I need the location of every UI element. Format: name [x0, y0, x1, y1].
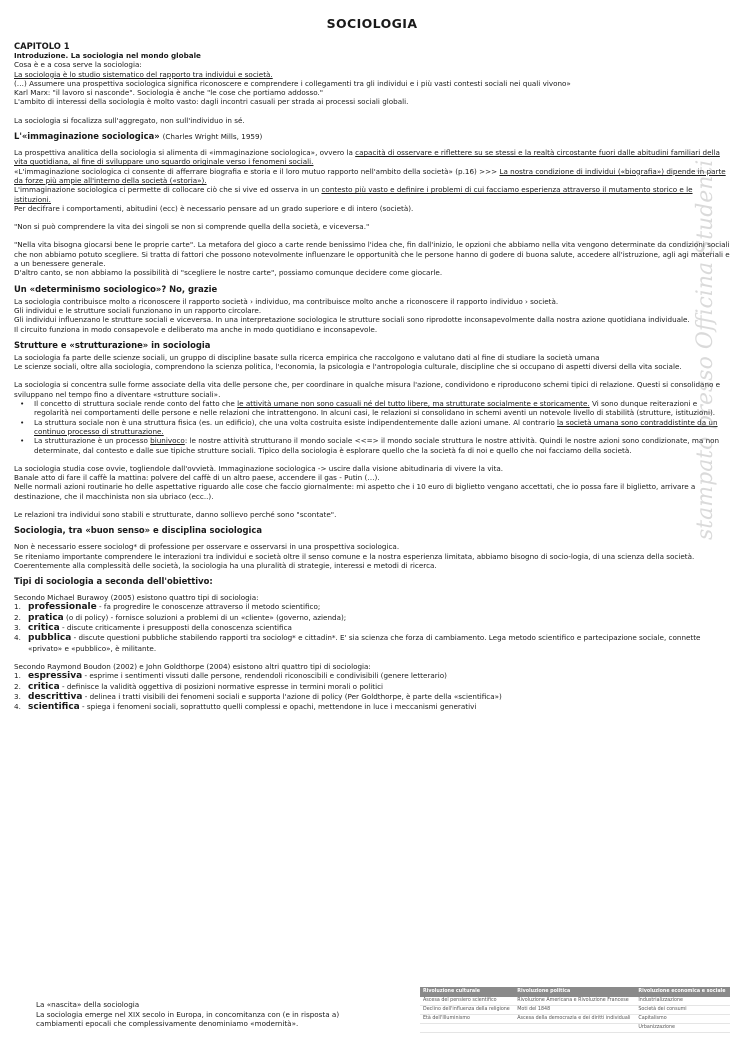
paragraph: Per decifrare i comportamenti, abitudini (ecc) è necessario pensare ad un grado superiore e di intero (società). — [14, 203, 414, 213]
list-desc: - definisce la validità oggettiva di posizioni normative espresse in termini morali o politici — [59, 681, 384, 691]
list-desc: - esprime i sentimenti vissuti dalle persone, rendendoli riconoscibili e condivisibili (genere letterario) — [82, 671, 447, 681]
paragraph: Il circuito funziona in modo consapevole e deliberato ma anche in modo quotidiano e inconsapevole. — [14, 324, 378, 334]
chapter-paragraph: La sociologia si focalizza sull'aggregato, non sull'individuo in sé. — [14, 115, 245, 125]
list-number: 1. — [14, 671, 21, 681]
paragraph: Banale atto di fare il caffè la mattina: polvere del caffè di un altro paese, accendere il gas - Putin (…). — [14, 473, 380, 483]
list-number: 3. — [14, 691, 21, 701]
paragraph: L'immaginazione sociologica ci permette di collocare ciò che si vive ed osserva in un contesto più vasto e definire i problemi di cui facciamo esperienza attraverso il mutamento storico e le istituzioni. — [14, 185, 693, 204]
table-cell: Ascesa della democrazia e dei diritti individuali — [514, 1015, 635, 1024]
boudon-list — [14, 671, 730, 712]
section-heading-determinismo: Un «determinismo sociologico»? No, grazie — [14, 283, 218, 294]
bullet-list — [14, 399, 730, 455]
document-title: SOCIOLOGIA — [326, 16, 418, 31]
list-body — [28, 613, 346, 623]
list-term: professionale — [28, 602, 97, 613]
paragraph: «L'immaginazione sociologica ci consente di afferrare biografia e storia e il loro mutuo rapporto nell'ambito della società» (p.16) >>> La nostra condizione di individui («biografia») dipende in parte da forze più ampie all'interno della società («storia»). — [14, 166, 726, 185]
paragraph: Le relazioni tra individui sono stabili e strutturate, danno sollievo perché sono "scontate". — [14, 509, 337, 519]
paragraph: La sociologia studia cose ovvie, togliendole dall'ovvietà. Immaginazione sociologica -> uscire dalla visione abitudinaria di vivere la vita. — [14, 463, 504, 473]
table-cell: Ascesa del pensiero scientifico — [420, 997, 514, 1006]
paragraph: Coerentemente alla complessità delle società, la sociologia ha una pluralità di strategie, interessi e metodi di ricerca. — [14, 560, 437, 570]
paragraph: Se riteniamo importante comprendere le interazioni tra individui e società oltre il senso comune e la nostra esperienza limitata, abbiamo bisogno di socio-logia, di una scienza della società. — [14, 551, 695, 561]
list-desc: - discute criticamente i presupposti della conoscenza scientifica — [59, 623, 292, 633]
table-header-cell: Rivoluzione politica — [514, 987, 635, 997]
table-cell — [514, 1024, 635, 1033]
list-body — [28, 671, 447, 681]
table-row — [420, 1024, 730, 1033]
chapter-subtitle: Introduzione. La sociologia nel mondo globale — [14, 51, 201, 60]
list-item — [14, 692, 730, 702]
document-page — [14, 16, 730, 712]
list-number: 2. — [14, 681, 21, 691]
list-item — [14, 623, 730, 633]
list-term: critica — [28, 681, 60, 692]
list-term: espressiva — [28, 671, 83, 682]
list-term: descrittiva — [28, 691, 83, 702]
paragraph: Non è necessario essere sociolog* di professione per osservare e osservarsi in una prospettiva sociologica. — [14, 542, 400, 552]
nascita-text: La sociologia emerge nel XIX secolo in Europa, in concomitanza con (e in risposta a) cambiamenti epocali che complessivamente denominiamo «modernità». — [36, 1009, 340, 1028]
paragraph: Secondo Michael Burawoy (2005) esistono quattro tipi di sociologia: — [14, 593, 259, 603]
paragraph: La sociologia si concentra sulle forme associate della vita delle persone che, per coordinare in qualche misura l'azione, condividono e riproducono schemi tipici di relazione. Questi si consolidano e sviluppano nel tempo fino a diventare «strutture sociali». — [14, 380, 721, 399]
section-heading-tipi: Tipi di sociologia a seconda dell'obiettivo: — [14, 576, 213, 587]
paragraph: La sociologia fa parte delle scienze sociali, un gruppo di discipline basate sulla ricerca empirica che raccolgono e valutano dati al fine di studiare la società umana — [14, 352, 600, 362]
list-number: 4. — [14, 702, 21, 712]
table-cell: Capitalismo — [635, 1015, 730, 1024]
list-term: pubblica — [28, 633, 72, 644]
list-item — [14, 671, 730, 681]
paragraph: Nelle normali azioni routinarie ho delle aspettative riguardo alle cose che faccio giornalmente: mi aspetto che i 10 euro di biglietto vengano accettati, che io possa fare il biglietto, arrivare a destinazione, che il macchinista non sia ubriaco (ecc..). — [14, 482, 696, 501]
chapter-definition: La sociologia è lo studio sistematico del rapporto tra individui e società. — [14, 69, 273, 79]
nascita-title: La «nascita» della sociologia — [36, 1000, 140, 1009]
section-heading-buonsenso: Sociologia, tra «buon senso» e disciplina sociologica — [14, 525, 262, 536]
list-item — [14, 702, 730, 712]
burawoy-list — [14, 602, 730, 652]
list-desc: - discute questioni pubbliche stabilendo rapporti tra sociolog* e cittadin*. E' sia scienza che forza di cambiamento. Lega metodo scientifico e partecipazione sociale, connette «privato» e «pubblico», è militante. — [28, 633, 701, 653]
quote: "Non si può comprendere la vita dei singoli se non si comprende quella della società, e viceversa." — [14, 222, 370, 232]
table-cell: Moti del 1848 — [514, 1006, 635, 1015]
list-desc: - spiega i fenomeni sociali, soprattutto quelli complessi e opachi, mettendone in luce i meccanismi generativi — [79, 702, 477, 712]
list-desc: (o di policy) - fornisce soluzioni a problemi di un «cliente» (governo, azienda); — [63, 612, 347, 622]
table-cell: Età dell'Illuminismo — [420, 1015, 514, 1024]
list-term: scientifica — [28, 702, 80, 713]
list-body — [28, 633, 730, 653]
list-item: • La struttura sociale non è una struttura fisica (es. un edificio), che una volta costruita esiste indipendentemente dalle azioni umane. Al contrario la società umana sono contraddistinte da un continuo processo di strutturazione. — [28, 418, 730, 437]
list-term: critica — [28, 623, 60, 634]
list-number: 3. — [14, 623, 21, 633]
list-number: 1. — [14, 602, 21, 612]
rivoluzioni-table — [420, 987, 730, 1033]
table-row — [420, 997, 730, 1006]
table-cell: Declino dell'influenza della religione — [420, 1006, 514, 1015]
paragraph: La prospettiva analitica della sociologia si alimenta di «immaginazione sociologica», ovvero la capacità di osservare e riflettere su se stessi e la realtà circostante fuori dalle abitudini familiari della vita quotidiana, al fine di sviluppare uno sguardo originale verso i fenomeni sociali. — [14, 148, 720, 167]
list-item: • Il concetto di struttura sociale rende conto del fatto che le attività umane non sono casuali né del tutto libere, ma strutturate socialmente e storicamente. Vi sono dunque reiterazioni e regolarità nei comportamenti delle persone e nelle relazioni che intrattengono. In alcuni casi, le relazioni si consolidano in schemi aventi un notevole livello di stabilità (strutture, istituzioni). — [28, 399, 730, 418]
paragraph: La sociologia contribuisce molto a riconoscere il rapporto società › individuo, ma contribuisce molto anche a riconoscere il rapporto individuo › società. — [14, 296, 559, 306]
table-row — [420, 1006, 730, 1015]
section-heading-strutture: Strutture e «strutturazione» in sociologia — [14, 339, 211, 350]
quote: "Nella vita bisogna giocarsi bene le proprie carte". La metafora del gioco a carte rende benissimo l'idea che, fin dall'inizio, le opzioni che abbiamo nella vita vengono determinate da condizioni sociali che non abbiamo potuto scegliere. Si tratta di fattori che possono notevolmente influenzare le opportunità che le persone hanno di godere di buona salute, accedere all'istruzione, agli agi materiali e a un benessere generale. — [14, 240, 730, 269]
table-cell: Industrializzazione — [635, 997, 730, 1006]
table-cell: Urbanizzazione — [635, 1024, 730, 1033]
table-header-cell: Rivoluzione economica e sociale — [635, 987, 730, 997]
list-item: • La strutturazione è un processo biunivoco: le nostre attività strutturano il mondo sociale <<=> il mondo sociale struttura le nostre attività. Quindi le nostre azioni sono condizionate, ma non determinate, dal contesto e dalle sue tipiche strutture sociali. Tipico della sociologia è esplorare quello che la società fa di noi e quello che noi facciamo della società. — [28, 436, 730, 455]
chapter-paragraph: Karl Marx: "il lavoro si nasconde". Sociologia è anche "le cose che portiamo addosso." — [14, 88, 324, 98]
watermark-text: stampato presso Officina Studenti — [693, 159, 718, 540]
chapter-label: CAPITOLO 1 — [14, 41, 70, 51]
table-cell: Società dei consumi — [635, 1006, 730, 1015]
paragraph: Gli individui influenzano le strutture sociali e viceversa. In una interpretazione sociologica le strutture sociali sono riprodotte inconsapevolmente dalla nostra azione quotidiana individuale. — [14, 315, 690, 325]
paragraph: Le scienze sociali, oltre alla sociologia, comprendono la scienza politica, l'economia, la psicologia e l'antropologia culturale, discipline che si occupano di aspetti diversi della vita sociale. — [14, 362, 682, 372]
list-body — [28, 692, 502, 702]
list-desc: - fa progredire le conoscenze attraverso il metodo scientifico; — [96, 602, 321, 612]
list-number: 2. — [14, 612, 21, 622]
chapter-paragraph: (…) Assumere una prospettiva sociologica significa riconoscere e comprendere i collegamenti tra gli individui e i più vasti contesti sociali nei quali vivono» — [14, 78, 571, 88]
list-body — [28, 623, 292, 633]
list-item — [14, 682, 730, 692]
chapter-question: Cosa è e a cosa serve la sociologia: — [14, 60, 142, 70]
list-item — [14, 613, 730, 623]
list-body — [28, 602, 320, 612]
list-item — [14, 602, 730, 612]
table-header-row — [420, 987, 730, 997]
chapter-paragraph: L'ambito di interessi della sociologia è molto vasto: dagli incontri casuali per strada ai processi sociali globali. — [14, 97, 409, 107]
table-cell — [420, 1024, 514, 1033]
list-number: 4. — [14, 633, 21, 643]
paragraph: D'altro canto, se non abbiamo la possibilità di "scegliere le nostre carte", possiamo comunque decidere come giocarle. — [14, 268, 443, 278]
paragraph: Secondo Raymond Boudon (2002) e John Goldthorpe (2004) esistono altri quattro tipi di sociologia: — [14, 661, 371, 671]
list-item — [14, 633, 730, 653]
list-desc: - delinea i tratti visibili dei fenomeni sociali e supporta l'azione di policy (Per Goldthorpe, è parte della «scientifica») — [82, 691, 502, 701]
list-body — [28, 682, 383, 692]
table-row — [420, 1015, 730, 1024]
table-header-cell: Rivoluzione culturale — [420, 987, 514, 997]
section-heading-immaginazione: L'«immaginazione sociologica» (Charles Wright Mills, 1959) — [14, 131, 263, 142]
list-body — [28, 702, 476, 712]
table-cell: Rivoluzione Americana e Rivoluzione Francese — [514, 997, 635, 1006]
paragraph: Gli individui e le strutture sociali funzionano in un rapporto circolare. — [14, 305, 262, 315]
list-term: pratica — [28, 612, 64, 623]
nascita-box — [36, 1000, 356, 1029]
